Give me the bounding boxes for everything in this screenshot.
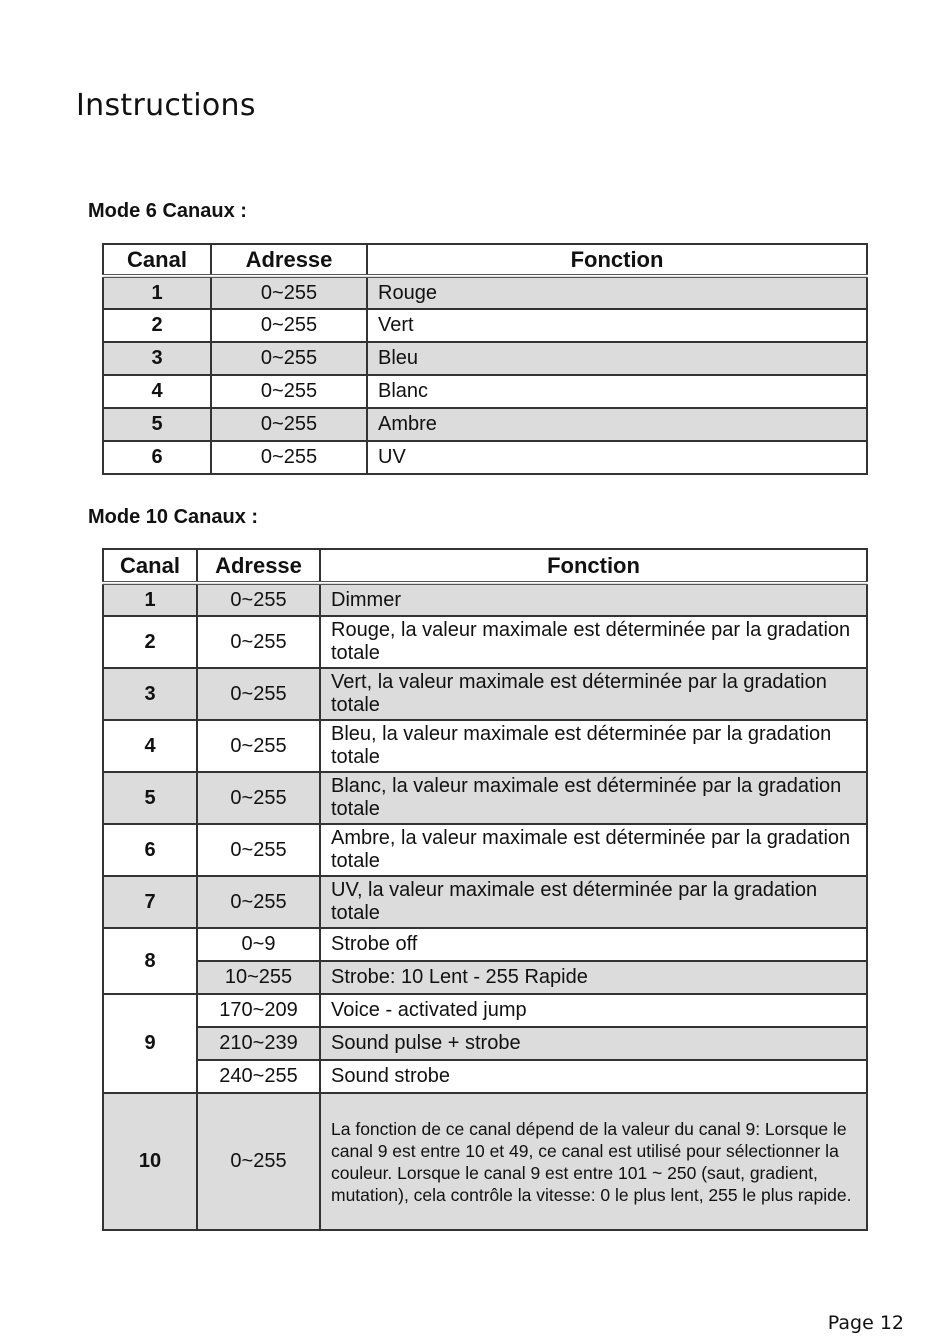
table-row [103, 876, 867, 928]
adresse-cell: 0~255 [211, 375, 367, 408]
fonction-cell: Rouge, la valeur maximale est déterminée par la gradation totale [320, 616, 867, 668]
fonction-cell: UV, la valeur maximale est déterminée par la gradation totale [320, 876, 867, 928]
adresse-cell: 0~255 [197, 616, 320, 668]
fonction-cell: Bleu, la valeur maximale est déterminée par la gradation totale [320, 720, 867, 772]
canal-cell: 1 [103, 276, 211, 309]
fonction-cell: Blanc, la valeur maximale est déterminée par la gradation totale [320, 772, 867, 824]
header-adresse: Adresse [197, 549, 320, 583]
adresse-cell: 0~9 [197, 928, 320, 961]
fonction-cell: Strobe: 10 Lent - 255 Rapide [320, 961, 867, 994]
table-row [103, 772, 867, 824]
table-row [103, 375, 867, 408]
adresse-cell: 0~255 [197, 772, 320, 824]
adresse-cell: 0~255 [211, 309, 367, 342]
page-number: Page 12 [827, 1312, 904, 1334]
header-fonction: Fonction [320, 549, 867, 583]
canal-cell: 3 [103, 668, 197, 720]
adresse-cell: 0~255 [197, 720, 320, 772]
table-row [103, 1060, 867, 1093]
fonction-cell: Strobe off [320, 928, 867, 961]
canal-cell: 7 [103, 876, 197, 928]
adresse-cell: 0~255 [197, 876, 320, 928]
table-row [103, 824, 867, 876]
mode-6-heading: Mode 6 Canaux : [88, 200, 247, 222]
table-row [103, 961, 867, 994]
canal-cell: 1 [103, 583, 197, 616]
page-title: Instructions [76, 88, 256, 123]
table-row [103, 1027, 867, 1060]
adresse-cell: 240~255 [197, 1060, 320, 1093]
canal-cell: 5 [103, 772, 197, 824]
table-row [103, 276, 867, 309]
mode-6-table [102, 243, 868, 475]
table-row [103, 408, 867, 441]
fonction-cell: Sound pulse + strobe [320, 1027, 867, 1060]
adresse-cell: 0~255 [211, 276, 367, 309]
fonction-cell: Blanc [367, 375, 867, 408]
table-header-row [103, 549, 867, 583]
table-row [103, 928, 867, 961]
canal-cell: 4 [103, 375, 211, 408]
fonction-cell: UV [367, 441, 867, 474]
mode-10-table [102, 548, 868, 1231]
table-row [103, 994, 867, 1027]
canal-cell: 6 [103, 824, 197, 876]
adresse-cell: 0~255 [197, 1093, 320, 1230]
table-row [103, 309, 867, 342]
canal-cell: 9 [103, 994, 197, 1093]
canal-cell: 4 [103, 720, 197, 772]
table-row [103, 342, 867, 375]
canal-cell: 2 [103, 616, 197, 668]
adresse-cell: 0~255 [197, 668, 320, 720]
table-row [103, 668, 867, 720]
fonction-cell: Ambre, la valeur maximale est déterminée par la gradation totale [320, 824, 867, 876]
fonction-cell: Rouge [367, 276, 867, 309]
table-row [103, 720, 867, 772]
header-canal: Canal [103, 244, 211, 276]
fonction-cell: La fonction de ce canal dépend de la valeur du canal 9: Lorsque le canal 9 est entre 10 et 49, ce canal est utilisé pour sélectionner la couleur. Lorsque le canal 9 est entre 101 ~ 250 (saut, gradient, mutation), cela contrôle la vitesse: 0 le plus lent, 255 le plus rapide. [320, 1093, 867, 1230]
canal-cell: 8 [103, 928, 197, 994]
mode-10-heading: Mode 10 Canaux : [88, 506, 259, 528]
header-fonction: Fonction [367, 244, 867, 276]
adresse-cell: 0~255 [211, 441, 367, 474]
header-adresse: Adresse [211, 244, 367, 276]
fonction-cell: Dimmer [320, 583, 867, 616]
canal-cell: 3 [103, 342, 211, 375]
adresse-cell: 0~255 [211, 408, 367, 441]
canal-cell: 10 [103, 1093, 197, 1230]
adresse-cell: 0~255 [211, 342, 367, 375]
adresse-cell: 10~255 [197, 961, 320, 994]
adresse-cell: 210~239 [197, 1027, 320, 1060]
fonction-cell: Ambre [367, 408, 867, 441]
table-row [103, 441, 867, 474]
canal-cell: 5 [103, 408, 211, 441]
adresse-cell: 0~255 [197, 583, 320, 616]
fonction-cell: Vert [367, 309, 867, 342]
adresse-cell: 0~255 [197, 824, 320, 876]
header-canal: Canal [103, 549, 197, 583]
table-row [103, 616, 867, 668]
fonction-cell: Vert, la valeur maximale est déterminée par la gradation totale [320, 668, 867, 720]
table-header-row [103, 244, 867, 276]
canal-cell: 2 [103, 309, 211, 342]
fonction-cell: Sound strobe [320, 1060, 867, 1093]
table-row [103, 1093, 867, 1230]
canal-cell: 6 [103, 441, 211, 474]
fonction-cell: Bleu [367, 342, 867, 375]
adresse-cell: 170~209 [197, 994, 320, 1027]
table-row [103, 583, 867, 616]
fonction-cell: Voice - activated jump [320, 994, 867, 1027]
